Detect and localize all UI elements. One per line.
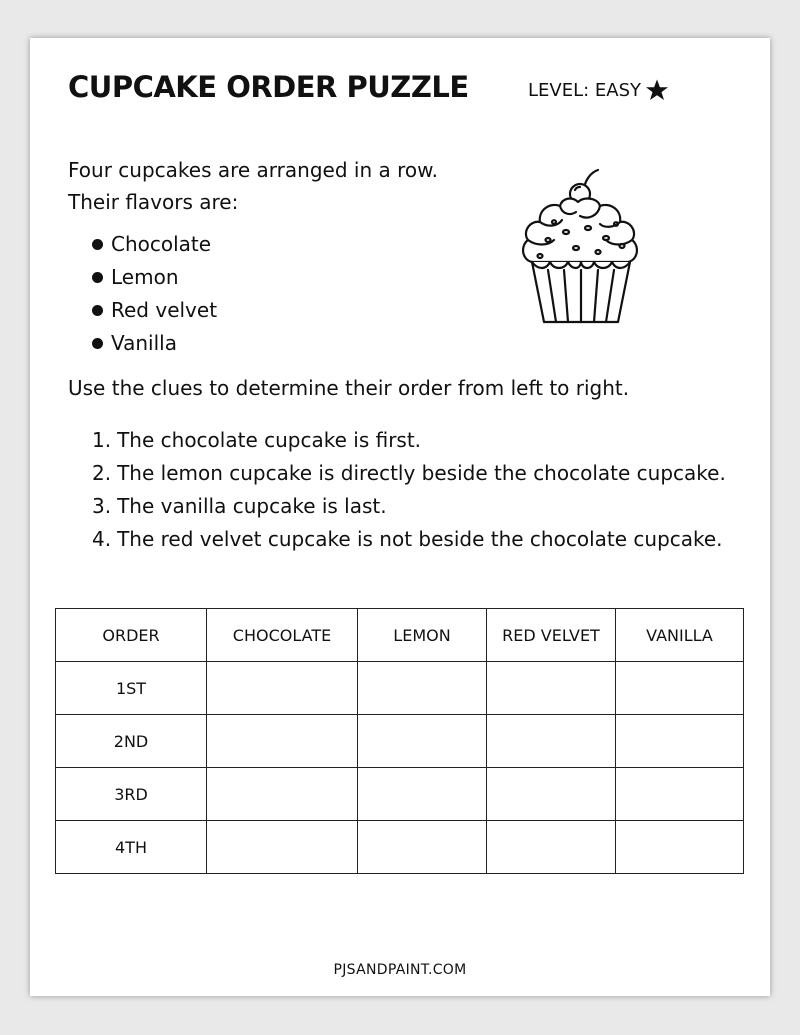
row-header: 1ST xyxy=(56,662,207,715)
list-item xyxy=(92,261,217,294)
intro-text xyxy=(68,154,438,218)
clue-text: The lemon cupcake is directly beside the chocolate cupcake. xyxy=(117,461,726,485)
bullet-icon xyxy=(92,338,103,349)
answer-cell[interactable] xyxy=(358,662,487,715)
level-indicator xyxy=(528,78,669,102)
answer-grid xyxy=(55,608,744,874)
clue-number: 2. xyxy=(92,461,112,485)
clue-number: 1. xyxy=(92,428,112,452)
column-header: LEMON xyxy=(358,609,487,662)
answer-cell[interactable] xyxy=(207,715,358,768)
flavor-label: Chocolate xyxy=(111,232,212,256)
site-footer: PJSANDPAINT.COM xyxy=(333,962,467,978)
answer-cell[interactable] xyxy=(487,662,616,715)
answer-cell[interactable] xyxy=(616,715,744,768)
flavor-label: Lemon xyxy=(111,265,179,289)
row-header: 2ND xyxy=(56,715,207,768)
answer-cell[interactable] xyxy=(616,768,744,821)
bullet-icon xyxy=(92,272,103,283)
clue-number: 4. xyxy=(92,527,112,551)
intro-line-1: Four cupcakes are arranged in a row. xyxy=(68,158,438,182)
clue-text: The red velvet cupcake is not beside the chocolate cupcake. xyxy=(117,527,723,551)
list-item xyxy=(92,228,217,261)
answer-cell[interactable] xyxy=(207,768,358,821)
level-label: LEVEL: EASY xyxy=(528,79,642,101)
flavor-list xyxy=(92,228,217,360)
bullet-icon xyxy=(92,305,103,316)
table-row xyxy=(56,768,744,821)
cupcake-icon xyxy=(518,166,644,328)
clue-text: The vanilla cupcake is last. xyxy=(117,494,387,518)
list-item xyxy=(92,424,726,457)
row-header: 3RD xyxy=(56,768,207,821)
clue-text: The chocolate cupcake is first. xyxy=(117,428,422,452)
answer-cell[interactable] xyxy=(487,768,616,821)
table-row xyxy=(56,821,744,874)
table-row xyxy=(56,662,744,715)
answer-cell[interactable] xyxy=(358,821,487,874)
answer-cell[interactable] xyxy=(487,821,616,874)
bullet-icon xyxy=(92,239,103,250)
list-item xyxy=(92,490,726,523)
instruction-text: Use the clues to determine their order from left to right. xyxy=(68,376,630,400)
star-icon xyxy=(645,78,669,102)
flavor-label: Vanilla xyxy=(111,331,177,355)
flavor-label: Red velvet xyxy=(111,298,218,322)
worksheet-page xyxy=(30,38,770,996)
page-title: CUPCAKE ORDER PUZZLE xyxy=(68,70,469,104)
answer-cell[interactable] xyxy=(358,715,487,768)
column-header: VANILLA xyxy=(616,609,744,662)
answer-cell[interactable] xyxy=(358,768,487,821)
clue-list xyxy=(92,424,726,556)
answer-cell[interactable] xyxy=(207,821,358,874)
answer-cell[interactable] xyxy=(616,821,744,874)
table-row xyxy=(56,715,744,768)
column-header: CHOCOLATE xyxy=(207,609,358,662)
table-header-row xyxy=(56,609,744,662)
row-header: 4TH xyxy=(56,821,207,874)
answer-cell[interactable] xyxy=(487,715,616,768)
column-header: RED VELVET xyxy=(487,609,616,662)
list-item xyxy=(92,327,217,360)
list-item xyxy=(92,457,726,490)
answer-cell[interactable] xyxy=(207,662,358,715)
clue-number: 3. xyxy=(92,494,112,518)
intro-line-2: Their flavors are: xyxy=(68,190,239,214)
list-item xyxy=(92,523,726,556)
answer-cell[interactable] xyxy=(616,662,744,715)
column-header: ORDER xyxy=(56,609,207,662)
list-item xyxy=(92,294,217,327)
